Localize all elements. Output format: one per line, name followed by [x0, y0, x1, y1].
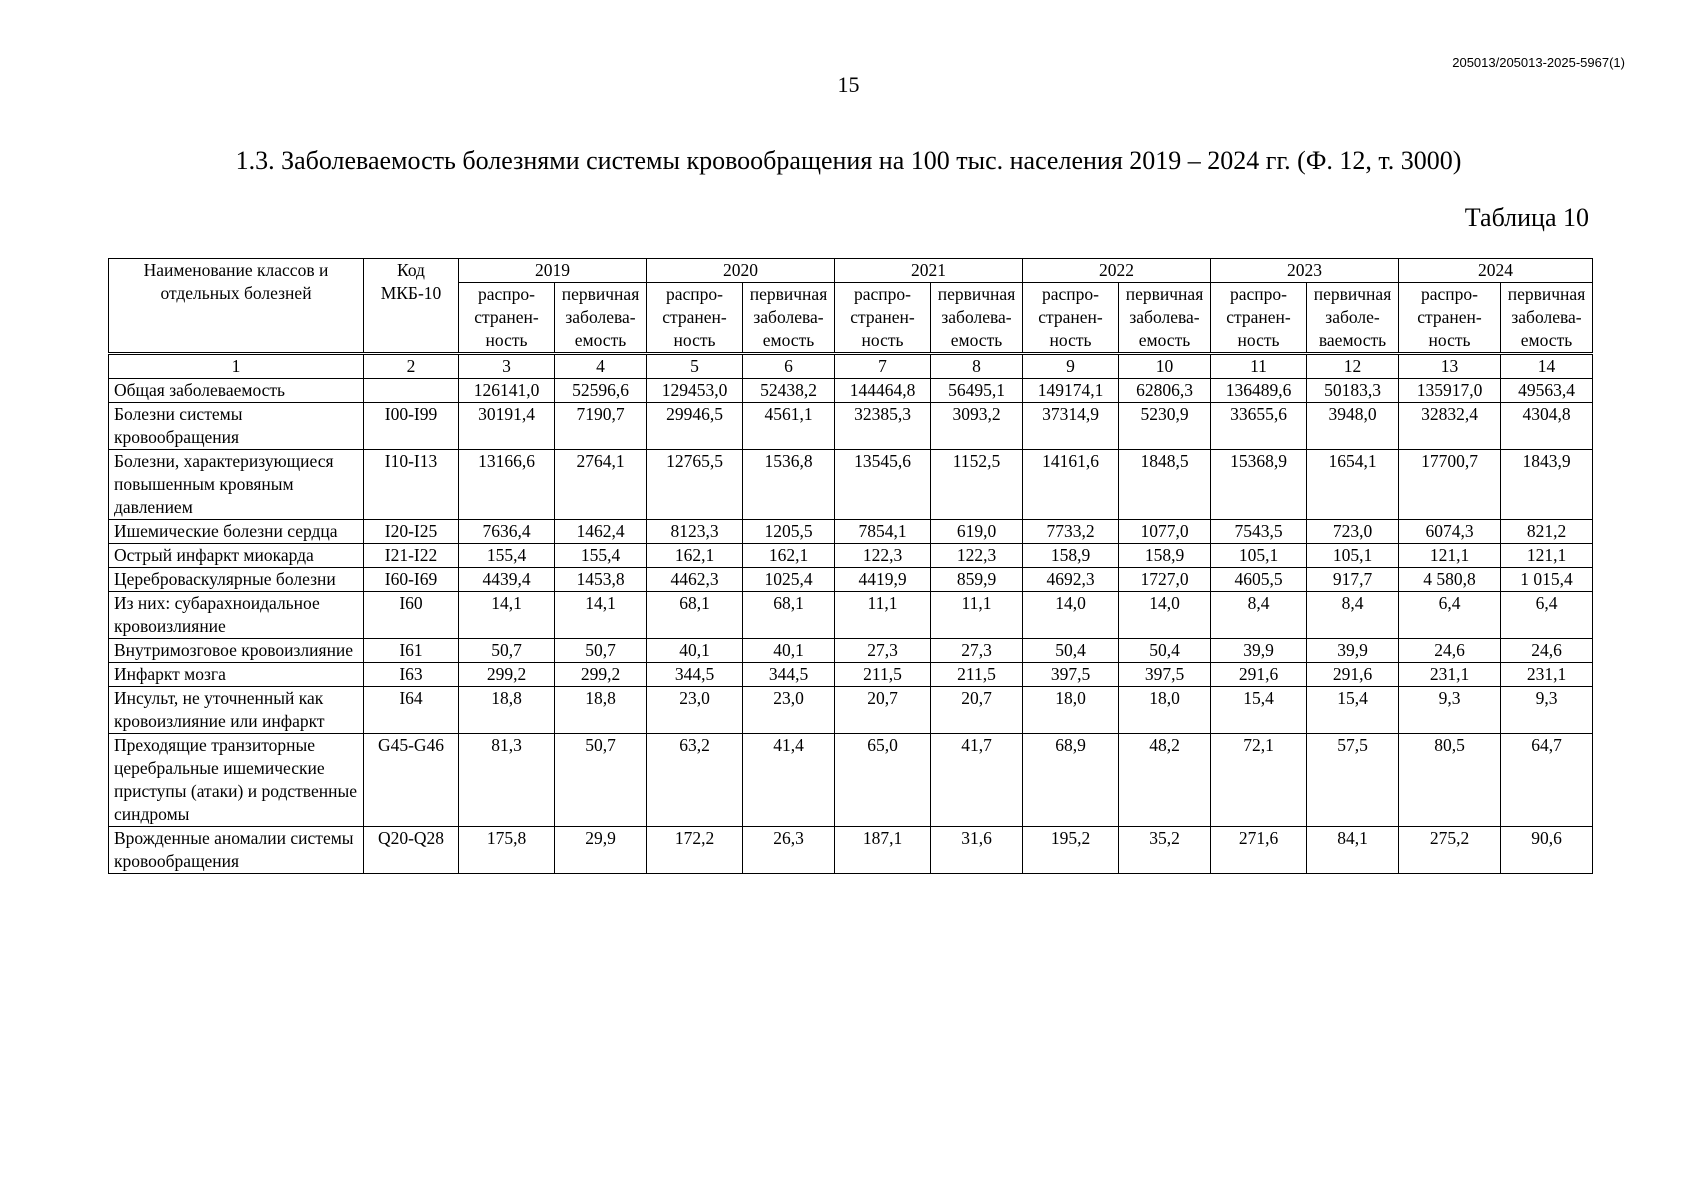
value-cell: 56495,1: [931, 379, 1023, 403]
value-cell: 122,3: [931, 544, 1023, 568]
header-year: 2024: [1399, 259, 1593, 283]
value-cell: 397,5: [1119, 663, 1211, 687]
value-cell: 50,7: [459, 639, 555, 663]
value-cell: 72,1: [1211, 734, 1307, 827]
value-cell: 6,4: [1399, 592, 1501, 639]
row-name-cell: Цереброваскулярные болезни: [109, 568, 364, 592]
value-cell: 158,9: [1119, 544, 1211, 568]
value-cell: 52438,2: [743, 379, 835, 403]
column-number-cell: 12: [1307, 354, 1399, 379]
column-number-cell: 11: [1211, 354, 1307, 379]
value-cell: 6,4: [1501, 592, 1593, 639]
value-cell: 81,3: [459, 734, 555, 827]
table-row: [109, 663, 1593, 687]
column-number-cell: 5: [647, 354, 743, 379]
subheader-cell: первичная заболе-ваемость: [1307, 283, 1399, 354]
value-cell: 291,6: [1211, 663, 1307, 687]
value-cell: 7543,5: [1211, 520, 1307, 544]
value-cell: 30191,4: [459, 403, 555, 450]
value-cell: 23,0: [647, 687, 743, 734]
table-row: [109, 734, 1593, 827]
header-year: 2021: [835, 259, 1023, 283]
value-cell: 162,1: [743, 544, 835, 568]
table-row: [109, 520, 1593, 544]
value-cell: 40,1: [743, 639, 835, 663]
value-cell: 172,2: [647, 827, 743, 874]
subheader-cell: первичная заболева-емость: [555, 283, 647, 354]
value-cell: 344,5: [743, 663, 835, 687]
value-cell: 11,1: [835, 592, 931, 639]
subheader-cell: распро-странен-ность: [1211, 283, 1307, 354]
value-cell: 231,1: [1399, 663, 1501, 687]
value-cell: 18,0: [1023, 687, 1119, 734]
column-number-cell: 8: [931, 354, 1023, 379]
value-cell: 299,2: [555, 663, 647, 687]
value-cell: 1727,0: [1119, 568, 1211, 592]
value-cell: 231,1: [1501, 663, 1593, 687]
value-cell: 2764,1: [555, 450, 647, 520]
row-name-cell: Ишемические болезни сердца: [109, 520, 364, 544]
row-code-cell: I00-I99: [364, 403, 459, 450]
row-code-cell: Q20-Q28: [364, 827, 459, 874]
page-number: 15: [837, 72, 860, 97]
value-cell: 917,7: [1307, 568, 1399, 592]
value-cell: 136489,6: [1211, 379, 1307, 403]
table-row: [109, 639, 1593, 663]
value-cell: 1152,5: [931, 450, 1023, 520]
value-cell: 149174,1: [1023, 379, 1119, 403]
value-cell: 68,9: [1023, 734, 1119, 827]
subheader-cell: первичная заболева-емость: [1501, 283, 1593, 354]
value-cell: 64,7: [1501, 734, 1593, 827]
value-cell: 619,0: [931, 520, 1023, 544]
value-cell: 7854,1: [835, 520, 931, 544]
value-cell: 9,3: [1399, 687, 1501, 734]
value-cell: 723,0: [1307, 520, 1399, 544]
value-cell: 155,4: [555, 544, 647, 568]
value-cell: 15,4: [1211, 687, 1307, 734]
row-name-cell: Инсульт, не уточненный как кровоизлияние или инфаркт: [109, 687, 364, 734]
value-cell: 32832,4: [1399, 403, 1501, 450]
value-cell: 155,4: [459, 544, 555, 568]
value-cell: 275,2: [1399, 827, 1501, 874]
value-cell: 37314,9: [1023, 403, 1119, 450]
column-number-cell: 13: [1399, 354, 1501, 379]
row-name-cell: Преходящие транзиторные церебральные ишемические приступы (атаки) и родственные синдромы: [109, 734, 364, 827]
subheader-cell: первичная заболева-емость: [931, 283, 1023, 354]
value-cell: 35,2: [1119, 827, 1211, 874]
value-cell: 1077,0: [1119, 520, 1211, 544]
value-cell: 122,3: [835, 544, 931, 568]
header-year: 2023: [1211, 259, 1399, 283]
value-cell: 62806,3: [1119, 379, 1211, 403]
value-cell: 129453,0: [647, 379, 743, 403]
value-cell: 50,4: [1119, 639, 1211, 663]
value-cell: 7636,4: [459, 520, 555, 544]
row-code-cell: I21-I22: [364, 544, 459, 568]
value-cell: 50,7: [555, 734, 647, 827]
value-cell: 4439,4: [459, 568, 555, 592]
table-row: [109, 687, 1593, 734]
value-cell: 211,5: [931, 663, 1023, 687]
value-cell: 18,8: [459, 687, 555, 734]
value-cell: 211,5: [835, 663, 931, 687]
document-id: 205013/205013-2025-5967(1): [1452, 55, 1625, 70]
row-name-cell: Острый инфаркт миокарда: [109, 544, 364, 568]
value-cell: 50,4: [1023, 639, 1119, 663]
value-cell: 1536,8: [743, 450, 835, 520]
row-code-cell: I60-I69: [364, 568, 459, 592]
table-row: [109, 592, 1593, 639]
column-numbers-row: [109, 354, 1593, 379]
value-cell: 65,0: [835, 734, 931, 827]
morbidity-table: [108, 258, 1593, 874]
table-row: [109, 450, 1593, 520]
value-cell: 20,7: [835, 687, 931, 734]
value-cell: 175,8: [459, 827, 555, 874]
table-row: [109, 827, 1593, 874]
value-cell: 39,9: [1211, 639, 1307, 663]
value-cell: 90,6: [1501, 827, 1593, 874]
row-code-cell: I10-I13: [364, 450, 459, 520]
row-name-cell: Общая заболеваемость: [109, 379, 364, 403]
value-cell: 126141,0: [459, 379, 555, 403]
value-cell: 52596,6: [555, 379, 647, 403]
column-number-cell: 14: [1501, 354, 1593, 379]
row-code-cell: I20-I25: [364, 520, 459, 544]
value-cell: 20,7: [931, 687, 1023, 734]
subheader-cell: распро-странен-ность: [647, 283, 743, 354]
value-cell: 15,4: [1307, 687, 1399, 734]
value-cell: 41,4: [743, 734, 835, 827]
subheader-cell: первичная заболева-емость: [743, 283, 835, 354]
row-name-cell: Инфаркт мозга: [109, 663, 364, 687]
value-cell: 1025,4: [743, 568, 835, 592]
value-cell: 31,6: [931, 827, 1023, 874]
row-code-cell: I64: [364, 687, 459, 734]
row-code-cell: I60: [364, 592, 459, 639]
value-cell: 4462,3: [647, 568, 743, 592]
page-title: 1.3. Заболеваемость болезнями системы кровообращения на 100 тыс. населения 2019 – 2024 гг. (Ф. 12, т. 3000): [235, 146, 1462, 175]
value-cell: 1848,5: [1119, 450, 1211, 520]
subheader-cell: распро-странен-ность: [1023, 283, 1119, 354]
row-code-cell: [364, 379, 459, 403]
value-cell: 291,6: [1307, 663, 1399, 687]
value-cell: 6074,3: [1399, 520, 1501, 544]
value-cell: 4304,8: [1501, 403, 1593, 450]
value-cell: 821,2: [1501, 520, 1593, 544]
value-cell: 121,1: [1501, 544, 1593, 568]
value-cell: 4692,3: [1023, 568, 1119, 592]
value-cell: 17700,7: [1399, 450, 1501, 520]
value-cell: 859,9: [931, 568, 1023, 592]
value-cell: 18,8: [555, 687, 647, 734]
value-cell: 48,2: [1119, 734, 1211, 827]
value-cell: 29946,5: [647, 403, 743, 450]
value-cell: 68,1: [743, 592, 835, 639]
value-cell: 13545,6: [835, 450, 931, 520]
subheader-cell: распро-странен-ность: [459, 283, 555, 354]
value-cell: 135917,0: [1399, 379, 1501, 403]
table-row: [109, 544, 1593, 568]
value-cell: 4605,5: [1211, 568, 1307, 592]
value-cell: 32385,3: [835, 403, 931, 450]
value-cell: 187,1: [835, 827, 931, 874]
value-cell: 8,4: [1211, 592, 1307, 639]
header-code: Код МКБ-10: [364, 259, 459, 354]
value-cell: 1453,8: [555, 568, 647, 592]
value-cell: 12765,5: [647, 450, 743, 520]
value-cell: 14161,6: [1023, 450, 1119, 520]
column-number-cell: 2: [364, 354, 459, 379]
value-cell: 1462,4: [555, 520, 647, 544]
value-cell: 40,1: [647, 639, 743, 663]
value-cell: 271,6: [1211, 827, 1307, 874]
value-cell: 3093,2: [931, 403, 1023, 450]
table-row: [109, 568, 1593, 592]
value-cell: 8123,3: [647, 520, 743, 544]
value-cell: 9,3: [1501, 687, 1593, 734]
row-name-cell: Болезни, характеризующиеся повышенным кровяным давлением: [109, 450, 364, 520]
header-name: Наименование классов и отдельных болезней: [109, 259, 364, 354]
value-cell: 1843,9: [1501, 450, 1593, 520]
row-name-cell: Болезни системы кровообращения: [109, 403, 364, 450]
value-cell: 63,2: [647, 734, 743, 827]
value-cell: 84,1: [1307, 827, 1399, 874]
value-cell: 49563,4: [1501, 379, 1593, 403]
row-name-cell: Врожденные аномалии системы кровообращения: [109, 827, 364, 874]
value-cell: 8,4: [1307, 592, 1399, 639]
value-cell: 1654,1: [1307, 450, 1399, 520]
header-row-years: [109, 259, 1593, 283]
subheader-cell: распро-странен-ность: [835, 283, 931, 354]
value-cell: 27,3: [835, 639, 931, 663]
value-cell: 1 015,4: [1501, 568, 1593, 592]
column-number-cell: 4: [555, 354, 647, 379]
value-cell: 158,9: [1023, 544, 1119, 568]
value-cell: 27,3: [931, 639, 1023, 663]
value-cell: 13166,6: [459, 450, 555, 520]
row-code-cell: I63: [364, 663, 459, 687]
value-cell: 7190,7: [555, 403, 647, 450]
subheader-cell: первичная заболева-емость: [1119, 283, 1211, 354]
table-row: [109, 379, 1593, 403]
header-year: 2019: [459, 259, 647, 283]
value-cell: 105,1: [1307, 544, 1399, 568]
value-cell: 121,1: [1399, 544, 1501, 568]
value-cell: 4 580,8: [1399, 568, 1501, 592]
value-cell: 50,7: [555, 639, 647, 663]
value-cell: 344,5: [647, 663, 743, 687]
value-cell: 14,1: [459, 592, 555, 639]
value-cell: 11,1: [931, 592, 1023, 639]
value-cell: 162,1: [647, 544, 743, 568]
value-cell: 14,1: [555, 592, 647, 639]
value-cell: 14,0: [1119, 592, 1211, 639]
value-cell: 299,2: [459, 663, 555, 687]
row-name-cell: Внутримозговое кровоизлияние: [109, 639, 364, 663]
value-cell: 1205,5: [743, 520, 835, 544]
column-number-cell: 6: [743, 354, 835, 379]
value-cell: 144464,8: [835, 379, 931, 403]
value-cell: 5230,9: [1119, 403, 1211, 450]
value-cell: 33655,6: [1211, 403, 1307, 450]
header-year: 2022: [1023, 259, 1211, 283]
value-cell: 7733,2: [1023, 520, 1119, 544]
value-cell: 50183,3: [1307, 379, 1399, 403]
row-code-cell: I61: [364, 639, 459, 663]
subheader-cell: распро-странен-ность: [1399, 283, 1501, 354]
column-number-cell: 1: [109, 354, 364, 379]
value-cell: 3948,0: [1307, 403, 1399, 450]
value-cell: 68,1: [647, 592, 743, 639]
value-cell: 26,3: [743, 827, 835, 874]
column-number-cell: 9: [1023, 354, 1119, 379]
value-cell: 105,1: [1211, 544, 1307, 568]
value-cell: 23,0: [743, 687, 835, 734]
value-cell: 15368,9: [1211, 450, 1307, 520]
value-cell: 397,5: [1023, 663, 1119, 687]
row-name-cell: Из них: субарахноидальное кровоизлияние: [109, 592, 364, 639]
value-cell: 14,0: [1023, 592, 1119, 639]
value-cell: 4419,9: [835, 568, 931, 592]
value-cell: 4561,1: [743, 403, 835, 450]
value-cell: 57,5: [1307, 734, 1399, 827]
value-cell: 41,7: [931, 734, 1023, 827]
row-code-cell: G45-G46: [364, 734, 459, 827]
table-label: Таблица 10: [1464, 203, 1589, 232]
column-number-cell: 7: [835, 354, 931, 379]
value-cell: 80,5: [1399, 734, 1501, 827]
value-cell: 18,0: [1119, 687, 1211, 734]
value-cell: 195,2: [1023, 827, 1119, 874]
value-cell: 24,6: [1399, 639, 1501, 663]
column-number-cell: 10: [1119, 354, 1211, 379]
table-row: [109, 403, 1593, 450]
header-year: 2020: [647, 259, 835, 283]
value-cell: 39,9: [1307, 639, 1399, 663]
column-number-cell: 3: [459, 354, 555, 379]
value-cell: 29,9: [555, 827, 647, 874]
value-cell: 24,6: [1501, 639, 1593, 663]
